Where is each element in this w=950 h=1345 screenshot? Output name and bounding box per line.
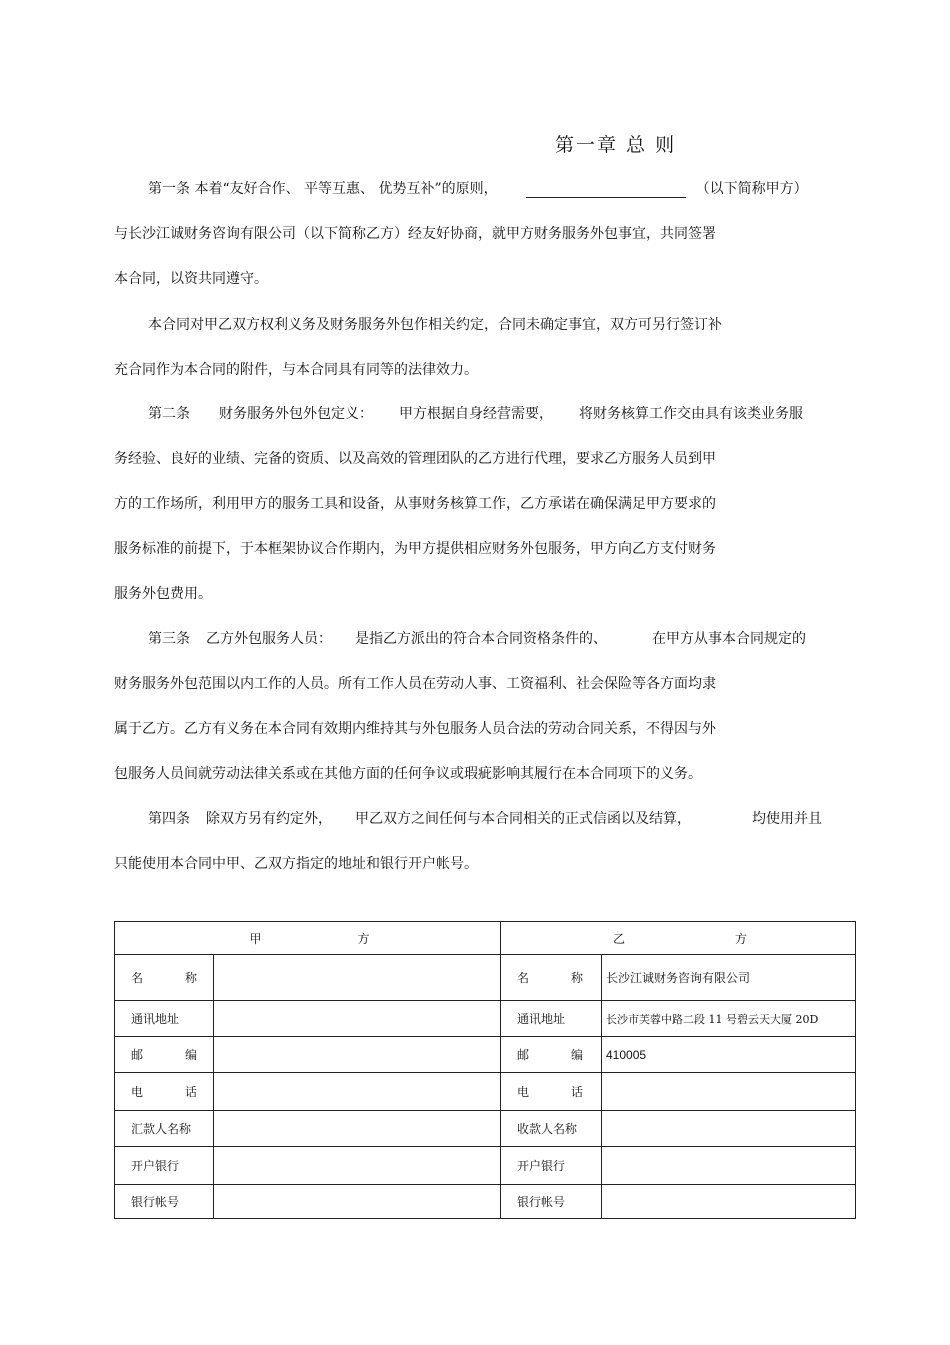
party-a-name-label-part: 称 [185,971,198,985]
party-b-header-char-2: 方 [735,931,748,946]
party-b-account-value[interactable] [602,1185,856,1219]
party-b-account-label [501,1185,602,1219]
party-b-address-label [501,1001,602,1037]
party-a-address-value[interactable] [214,1001,501,1037]
party-b-postcode-label-part: 编 [571,1048,584,1062]
party-a-name-label-part: 名 [131,971,144,985]
party-a-name-value[interactable] [214,955,501,1001]
party-a-phone-label [115,1073,214,1111]
chapter-title: 第一章 总 则 [555,134,677,156]
party-a-bank-label [115,1147,214,1185]
art4-line1-a: 第四条 [148,811,190,827]
party-b-phone-label [501,1073,602,1111]
party-b-account-label-part: 银行帐号 [517,1195,566,1209]
party-b-postcode-value[interactable] [602,1037,856,1073]
party-b-header-char-1: 乙 [612,931,625,946]
party-a-account-label [115,1185,214,1219]
art2-line1-a: 第二条 [148,406,190,422]
party-a-account-label-part: 银行帐号 [131,1195,180,1209]
party-a-phone-value[interactable] [214,1073,501,1111]
party-b-postcode-label [501,1037,602,1073]
table-row-bank [115,1147,856,1185]
party-b-bank-label [501,1147,602,1185]
party-a-header [115,922,501,955]
party-b-bank-value[interactable] [602,1147,856,1185]
art1-line1 [148,180,808,198]
party-b-address-value-text: 长沙市芙蓉中路二段 11 号碧云天大厦 20D [606,1012,819,1026]
table-row-phone [115,1073,856,1111]
art1-line4: 本合同对甲乙双方权利义务及财务服务外包作相关约定，合同未确定事宜，双方可另行签订补 [148,317,722,333]
table-header-row [115,922,856,955]
art3-line1-b: 乙方外包服务人员： [206,631,332,647]
art2-line1-d: 将财务核算工作交由具有该类业务服 [579,406,803,422]
party-a-account-value[interactable] [214,1185,501,1219]
art2-line3: 方的工作场所，利用甲方的服务工具和设备，从事财务核算工作，乙方承诺在确保满足甲方要求的 [114,496,716,512]
party-b-name-label [501,955,602,1001]
table-row-account [115,1185,856,1219]
party-b-payer-value[interactable] [602,1111,856,1147]
party-b-header [501,922,856,955]
party-b-phone-label-part: 电 [517,1085,530,1099]
party-a-payer-label-part: 汇款人名称 [131,1122,192,1136]
party-a-phone-label-part: 电 [131,1085,144,1099]
art4-line1-b: 除双方另有约定外， [206,811,332,827]
art2-line1-c: 甲方根据自身经营需要， [399,406,553,422]
art2-line2: 务经验、良好的业绩、完备的资质、以及高效的管理团队的乙方进行代理，要求乙方服务人员到甲 [114,451,716,467]
party-b-name-value[interactable] [602,955,856,1001]
party-a-address-label-part: 通讯地址 [131,1012,180,1026]
art3-line3: 属于乙方。乙方有义务在本合同有效期内维持其与外包服务人员合法的劳动合同关系，不得因与外 [114,721,716,737]
party-a-phone-label-part: 话 [185,1085,198,1099]
party-b-phone-value[interactable] [602,1073,856,1111]
art1-line1-text: 第一条 本着“友好合作、 平等互惠、 优势互补”的原则， [148,181,498,197]
party-b-address-value[interactable] [602,1001,856,1037]
art3-line1-c: 是指乙方派出的符合本合同资格条件的、 [355,631,607,647]
table-row-postcode [115,1037,856,1073]
table-row-name [115,955,856,1001]
party-b-bank-label-part: 开户银行 [517,1159,566,1173]
party-a-postcode-label-part: 编 [185,1048,198,1062]
art4-line1-c: 甲乙双方之间任何与本合同相关的正式信函以及结算， [355,811,691,827]
party-b-payer-label-part: 收款人名称 [517,1122,578,1136]
party-a-header-char-1: 甲 [249,931,262,946]
party-b-name-label-part: 名 [517,971,530,985]
art3-line2: 财务服务外包范围以内工作的人员。所有工作人员在劳动人事、工资福利、社会保险等各方面均隶 [114,676,716,692]
party-a-name-blank[interactable] [526,183,686,198]
art2-line4: 服务标准的前提下，于本框架协议合作期内，为甲方提供相应财务外包服务，甲方向乙方支付财务 [114,541,716,557]
art2-line5: 服务外包费用。 [114,586,212,602]
party-a-header-char-2: 方 [357,931,370,946]
art1-line2: 与长沙江诚财务咨询有限公司（以下简称乙方）经友好协商，就甲方财务服务外包事宜，共同签署 [114,226,716,242]
table-row-payer [115,1111,856,1147]
art1-line5: 充合同作为本合同的附件，与本合同具有同等的法律效力。 [114,362,478,378]
party-b-postcode-value-text: 410005 [606,1047,647,1062]
art4-line2: 只能使用本合同中甲、乙双方指定的地址和银行开户帐号。 [114,856,478,872]
party-a-bank-label-part: 开户银行 [131,1159,180,1173]
party-b-phone-label-part: 话 [571,1085,584,1099]
table-row-address [115,1001,856,1037]
party-a-bank-value[interactable] [214,1147,501,1185]
party-b-name-label-part: 称 [571,971,584,985]
party-b-postcode-label-part: 邮 [517,1048,530,1062]
party-a-postcode-label [115,1037,214,1073]
party-a-postcode-label-part: 邮 [131,1048,144,1062]
party-a-payer-value[interactable] [214,1111,501,1147]
art4-line1-d: 均使用并且 [752,811,822,827]
art1-line1-suffix: （以下简称甲方） [695,181,808,197]
party-b-address-label-part: 通讯地址 [517,1012,566,1026]
art3-line1-d: 在甲方从事本合同规定的 [652,631,806,647]
party-a-postcode-value[interactable] [214,1037,501,1073]
party-a-name-label [115,955,214,1001]
party-a-address-label [115,1001,214,1037]
parties-table [114,921,856,1219]
art3-line1-a: 第三条 [148,631,190,647]
art1-line3: 本合同，以资共同遵守。 [114,271,268,287]
party-b-name-value-text: 长沙江诚财务咨询有限公司 [606,971,751,985]
party-a-payer-label [115,1111,214,1147]
art2-line1-b: 财务服务外包外包定义： [219,406,373,422]
party-b-payer-label [501,1111,602,1147]
art3-line4: 包服务人员间就劳动法律关系或在其他方面的任何争议或瑕疵影响其履行在本合同项下的义务。 [114,766,702,782]
